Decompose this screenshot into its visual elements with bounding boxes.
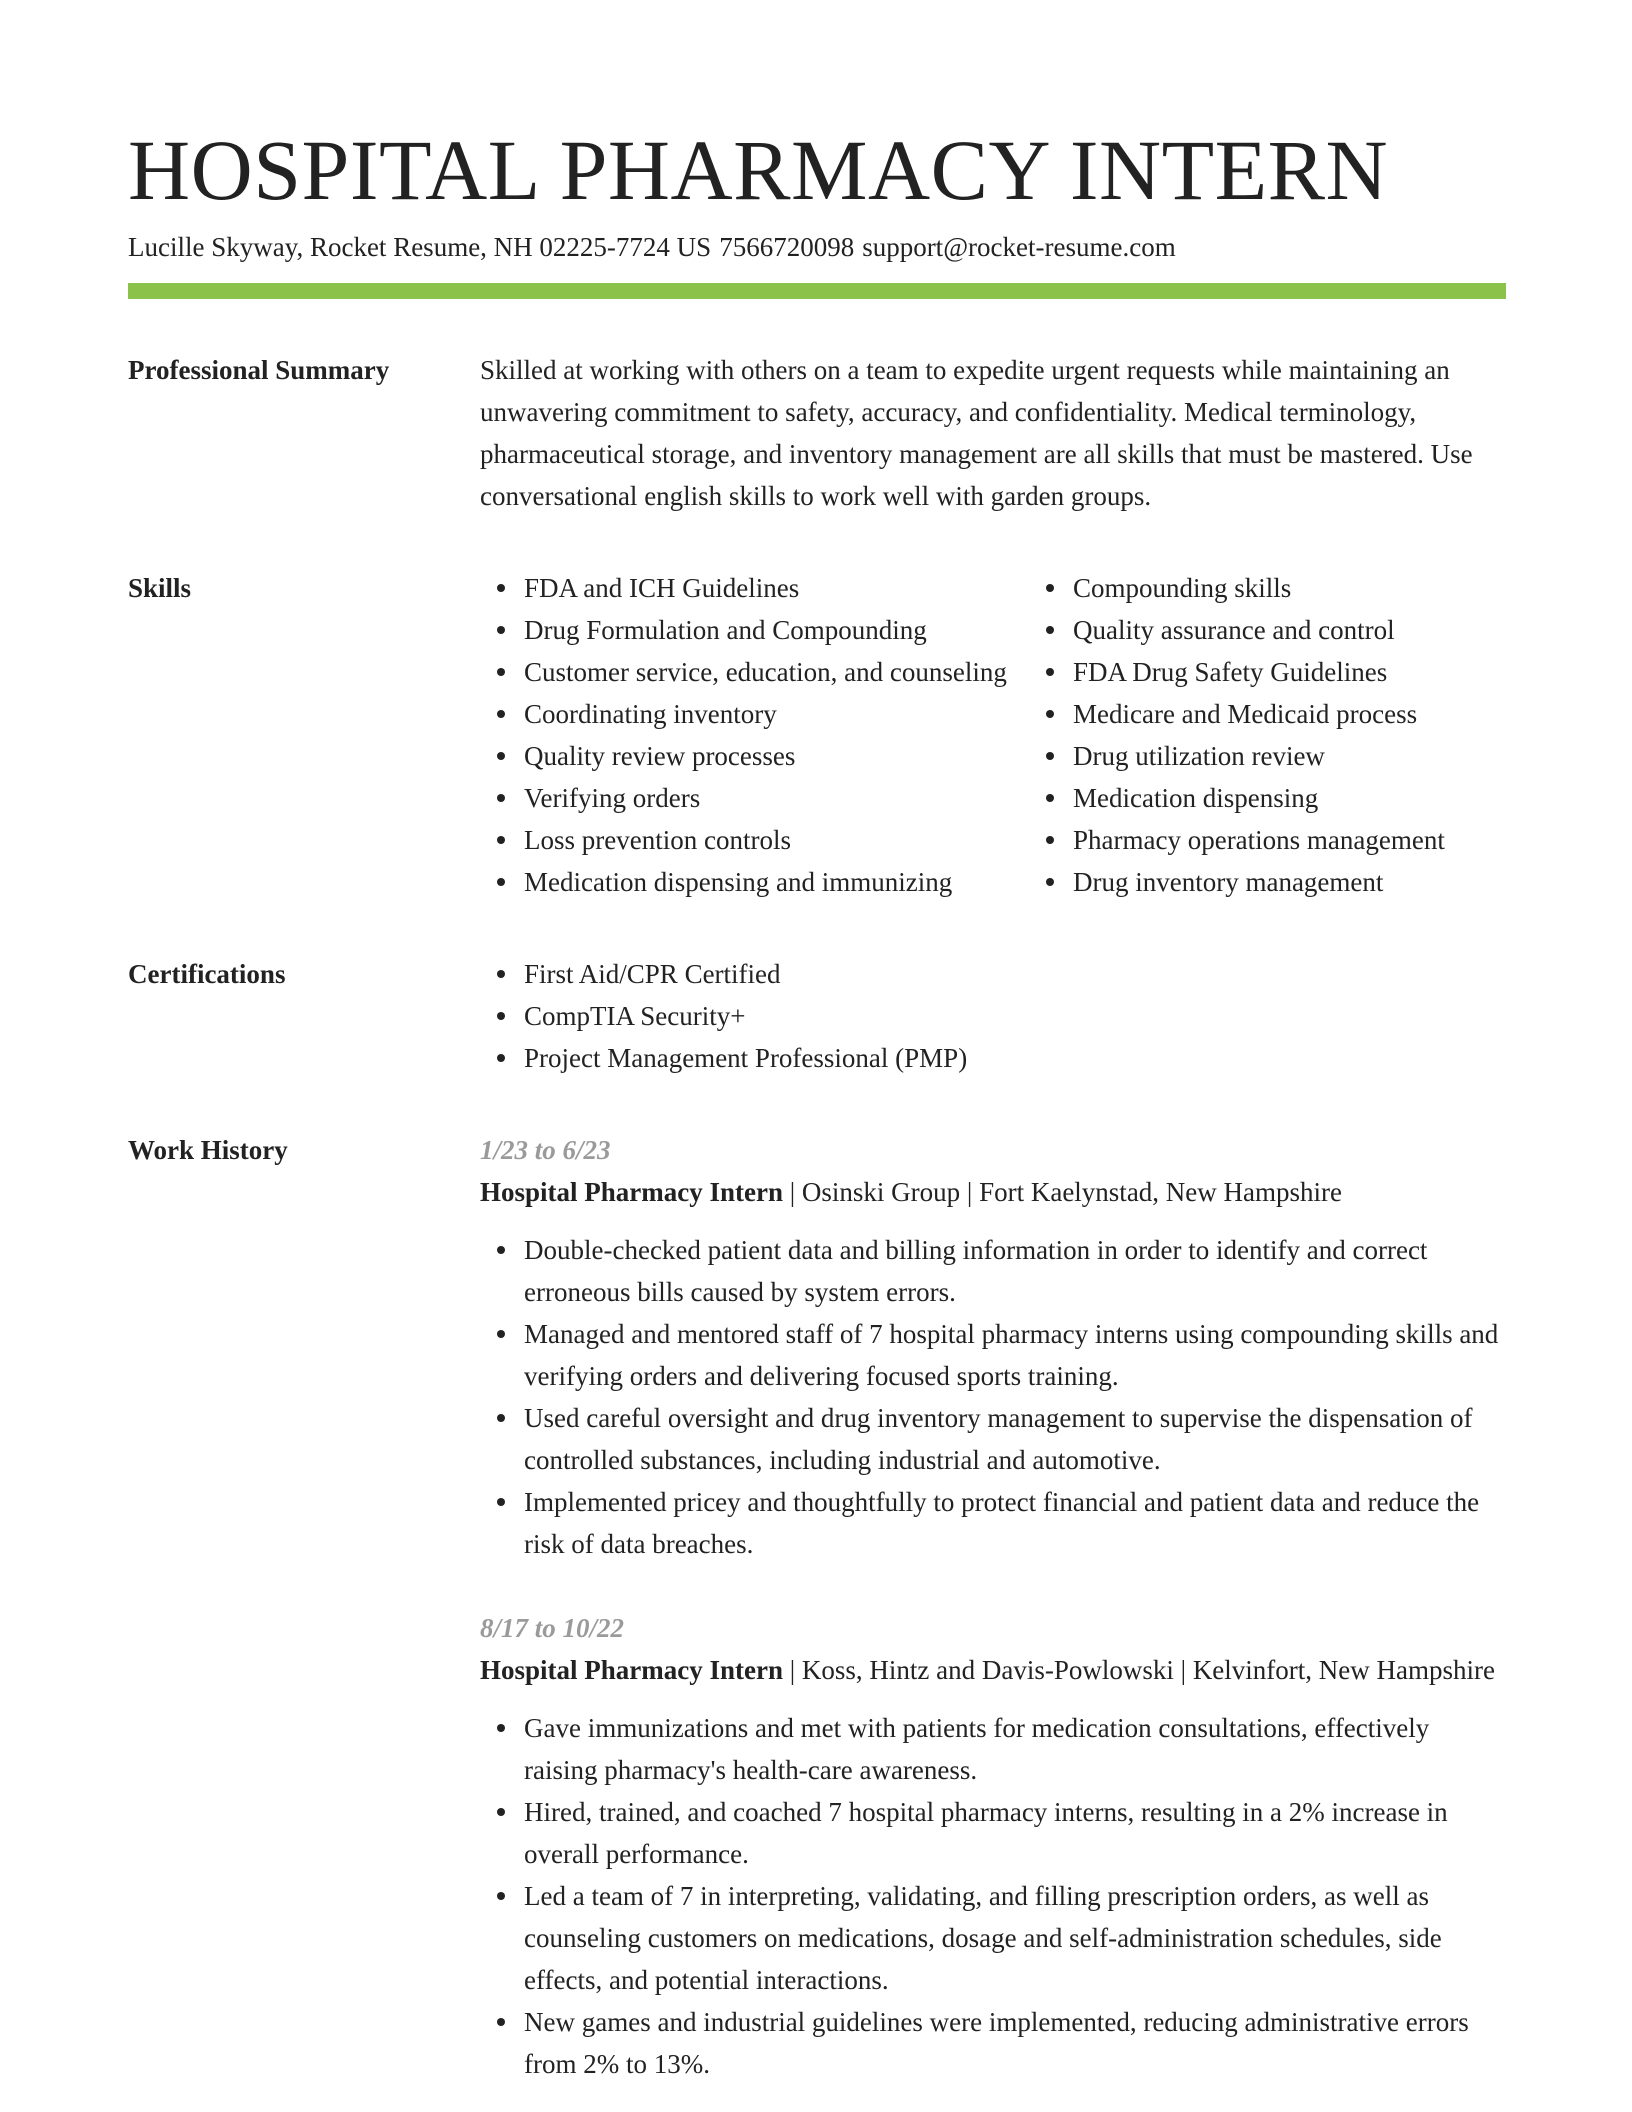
certification-item: CompTIA Security+ <box>524 995 1506 1037</box>
certification-item: Project Management Professional (PMP) <box>524 1037 1506 1079</box>
skills-column-2 <box>1029 567 1506 903</box>
section-label-summary: Professional Summary <box>128 355 390 385</box>
resume-page <box>128 122 1506 2085</box>
skills-section <box>128 567 1506 903</box>
job-bullet: Used careful oversight and drug inventory management to supervise the dispensation of controlled substances, including industrial and automotive. <box>524 1397 1506 1481</box>
skill-item: FDA Drug Safety Guidelines <box>1073 651 1506 693</box>
job-heading <box>480 1171 1506 1213</box>
contact-address: Lucille Skyway, Rocket Resume, NH 02225-7724 US <box>128 232 712 262</box>
job-dates: 8/17 to 10/22 <box>480 1613 625 1643</box>
job-location: Fort Kaelynstad, New Hampshire <box>979 1177 1342 1207</box>
work-history-section <box>128 1129 1506 2085</box>
accent-divider <box>128 283 1506 299</box>
summary-body <box>480 349 1506 517</box>
skill-item: Loss prevention controls <box>524 819 1029 861</box>
job-bullet: New games and industrial guidelines were implemented, reducing administrative errors from 2% to 13%. <box>524 2001 1506 2085</box>
skill-item: Compounding skills <box>1073 567 1506 609</box>
job-bullet: Led a team of 7 in interpreting, validating, and filling prescription orders, as well as counseling customers on medications, dosage and self-administration schedules, side effects, and potential interactions. <box>524 1875 1506 2001</box>
job-heading <box>480 1649 1506 1691</box>
section-label-work-history: Work History <box>128 1135 288 1165</box>
job-dates: 1/23 to 6/23 <box>480 1135 611 1165</box>
skill-item: Drug inventory management <box>1073 861 1506 903</box>
skill-item: Quality assurance and control <box>1073 609 1506 651</box>
contact-line <box>128 230 1506 264</box>
skill-item: FDA and ICH Guidelines <box>524 567 1029 609</box>
job-separator: | <box>960 1177 980 1207</box>
skill-item: Pharmacy operations management <box>1073 819 1506 861</box>
job-role: Hospital Pharmacy Intern <box>480 1655 783 1685</box>
job-bullet: Double-checked patient data and billing information in order to identify and correct erroneous bills caused by system errors. <box>524 1229 1506 1313</box>
skill-item: Drug utilization review <box>1073 735 1506 777</box>
job-location: Kelvinfort, New Hampshire <box>1192 1655 1495 1685</box>
skill-item: Verifying orders <box>524 777 1029 819</box>
contact-email: support@rocket-resume.com <box>862 232 1176 262</box>
section-label-certifications: Certifications <box>128 959 286 989</box>
summary-text: Skilled at working with others on a team to expedite urgent requests while maintaining an unwavering commitment to safety, accuracy, and confidentiality. Medical terminology, pharmaceutical storage, and inventory management are all skills that must be mastered. Use conversational english skills to work well with garden groups. <box>480 355 1473 511</box>
certification-item: First Aid/CPR Certified <box>524 953 1506 995</box>
skills-body <box>480 567 1506 903</box>
job-company: Koss, Hintz and Davis-Powlowski <box>801 1655 1174 1685</box>
skill-item: Medicare and Medicaid process <box>1073 693 1506 735</box>
job-separator: | <box>1173 1655 1193 1685</box>
skill-item: Customer service, education, and counseling <box>524 651 1029 693</box>
section-label-skills: Skills <box>128 573 192 603</box>
job-bullet: Hired, trained, and coached 7 hospital pharmacy interns, resulting in a 2% increase in overall performance. <box>524 1791 1506 1875</box>
job-bullet: Managed and mentored staff of 7 hospital pharmacy interns using compounding skills and verifying orders and delivering focused sports training. <box>524 1313 1506 1397</box>
certifications-section <box>128 953 1506 1079</box>
skill-item: Medication dispensing and immunizing <box>524 861 1029 903</box>
certifications-list <box>480 953 1506 1079</box>
job-separator: | <box>783 1655 802 1685</box>
job-entry <box>480 1607 1506 2085</box>
job-entry <box>480 1129 1506 1565</box>
certifications-body <box>480 953 1506 1079</box>
skills-column-1 <box>480 567 1029 903</box>
skill-item: Drug Formulation and Compounding <box>524 609 1029 651</box>
contact-phone: 7566720098 <box>719 232 855 262</box>
skill-item: Quality review processes <box>524 735 1029 777</box>
job-bullets <box>480 1229 1506 1565</box>
resume-title: HOSPITAL PHARMACY INTERN <box>128 122 1389 218</box>
job-bullets <box>480 1707 1506 2085</box>
summary-section <box>128 349 1506 517</box>
job-separator: | <box>783 1177 802 1207</box>
job-bullet: Gave immunizations and met with patients for medication consultations, effectively raising pharmacy's health-care awareness. <box>524 1707 1506 1791</box>
skill-item: Medication dispensing <box>1073 777 1506 819</box>
job-role: Hospital Pharmacy Intern <box>480 1177 783 1207</box>
job-bullet: Implemented pricey and thoughtfully to protect financial and patient data and reduce the risk of data breaches. <box>524 1481 1506 1565</box>
work-history-body <box>480 1129 1506 2085</box>
skill-item: Coordinating inventory <box>524 693 1029 735</box>
job-company: Osinski Group <box>801 1177 961 1207</box>
